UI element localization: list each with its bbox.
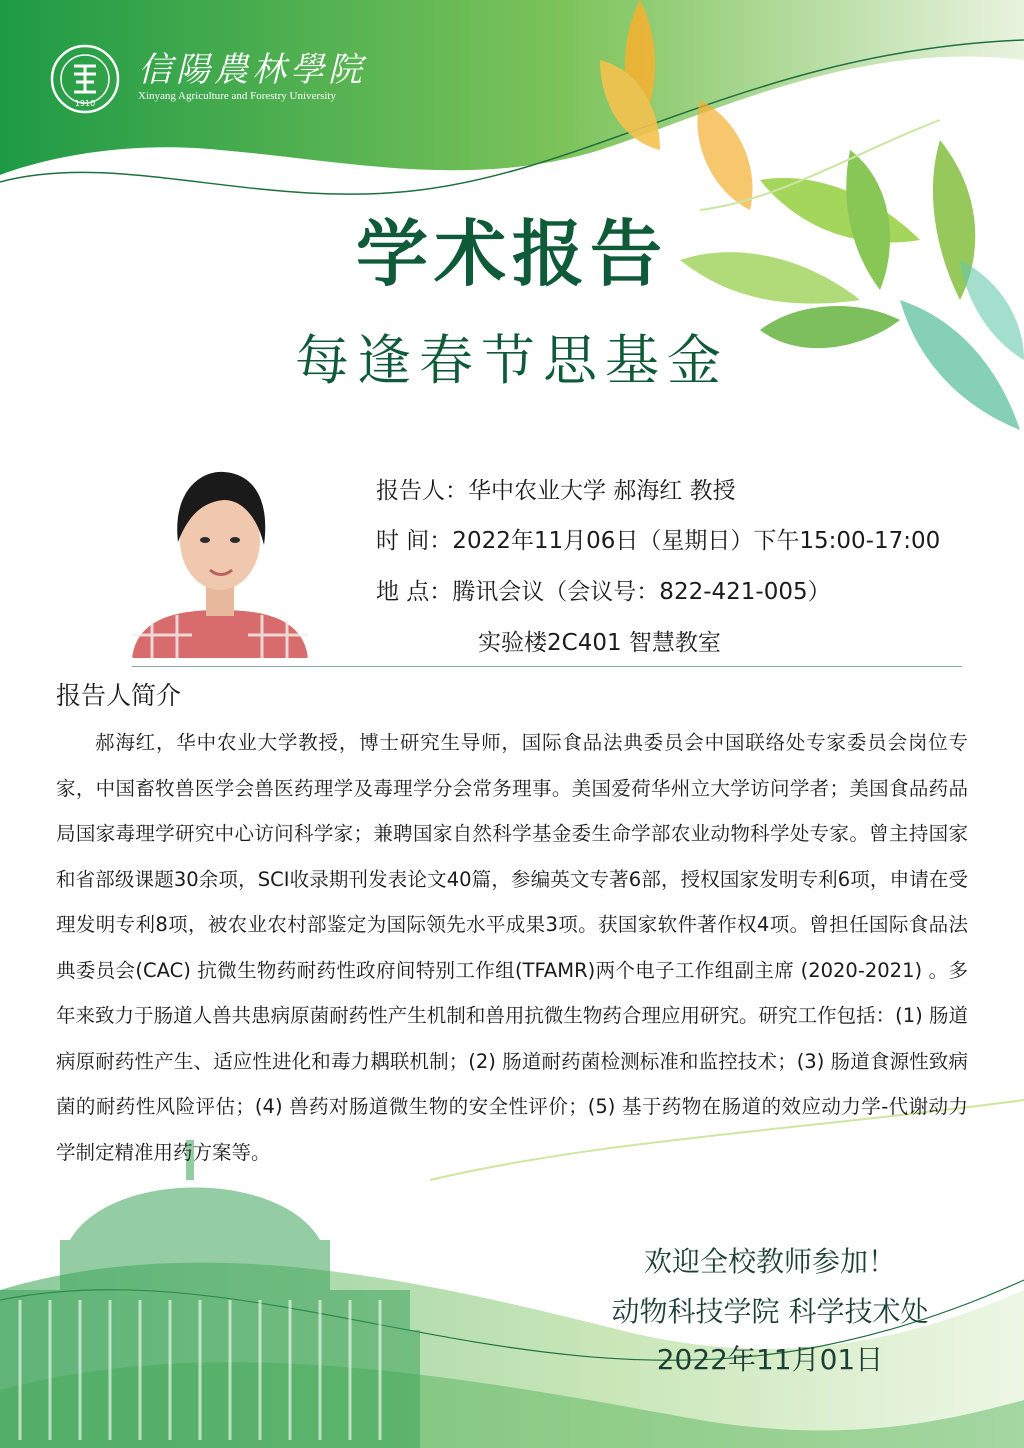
bio-text: 郝海红，华中农业大学教授，博士研究生导师，国际食品法典委员会中国联络处专家委员会岗位专家，中国畜牧兽医学会兽医药理学及毒理学分会常务理事。美国爱荷华州立大学访问学者；美国食品药品局国家毒理学研究中心访问科学家；兼聘国家自然科学基金委生命学部农业动物科学处专家。曾主持国家和省部级课题30余项，SCI收录期刊发表论文40篇，参编英文专著6部，授权国家发明专利6项，申请在受理发明专利8项，被农业农村部鉴定为国际领先水平成果3项。获国家软件著作权4项。曾担任国际食品法典委员会(CAC) 抗微生物药耐药性政府间特别工作组(TFAMR)两个电子工作组副主席 (2020-2021) 。多年来致力于肠道人兽共患病原菌耐药性产生机制和兽用抗微生物药合理应用研究。研究工作包括：(1) 肠道病原耐药性产生、适应性进化和毒力耦联机制；(2) 肠道耐药菌检测标准和监控技术；(3) 肠道食源性致病菌的耐药性风险评估；(4) 兽药对肠道微生物的安全性评价；(5) 基于药物在肠道的效应动力学-代谢动力学制定精准用药方案等。	[56, 731, 968, 1164]
info-time: 时 间：2022年11月06日（星期日）下午15:00-17:00	[376, 528, 941, 554]
info-place: 地 点：腾讯会议（会议号：822-421-005）	[376, 579, 831, 605]
info-speaker: 报告人：华中农业大学 郝海红 教授	[376, 478, 736, 504]
logo-name-cn: 信陽農林學院	[138, 50, 366, 90]
logo-name-en: Xinyang Agriculture and Forestry University	[138, 90, 336, 102]
bio-heading: 报告人简介	[56, 681, 182, 710]
footer-organizer: 动物科技学院 科学技术处	[611, 1295, 929, 1328]
info-room: 实验楼2C401 智慧教室	[478, 630, 721, 656]
speaker-photo	[132, 460, 308, 658]
footer-date: 2022年11月01日	[656, 1343, 884, 1376]
footer-welcome: 欢迎全校教师参加！	[643, 1245, 896, 1278]
university-logo	[50, 44, 120, 114]
logo-year: 1910	[74, 99, 96, 108]
divider	[132, 666, 962, 667]
page-title: 学术报告	[355, 212, 668, 296]
page-subtitle: 每逢春节思基金	[295, 329, 729, 392]
